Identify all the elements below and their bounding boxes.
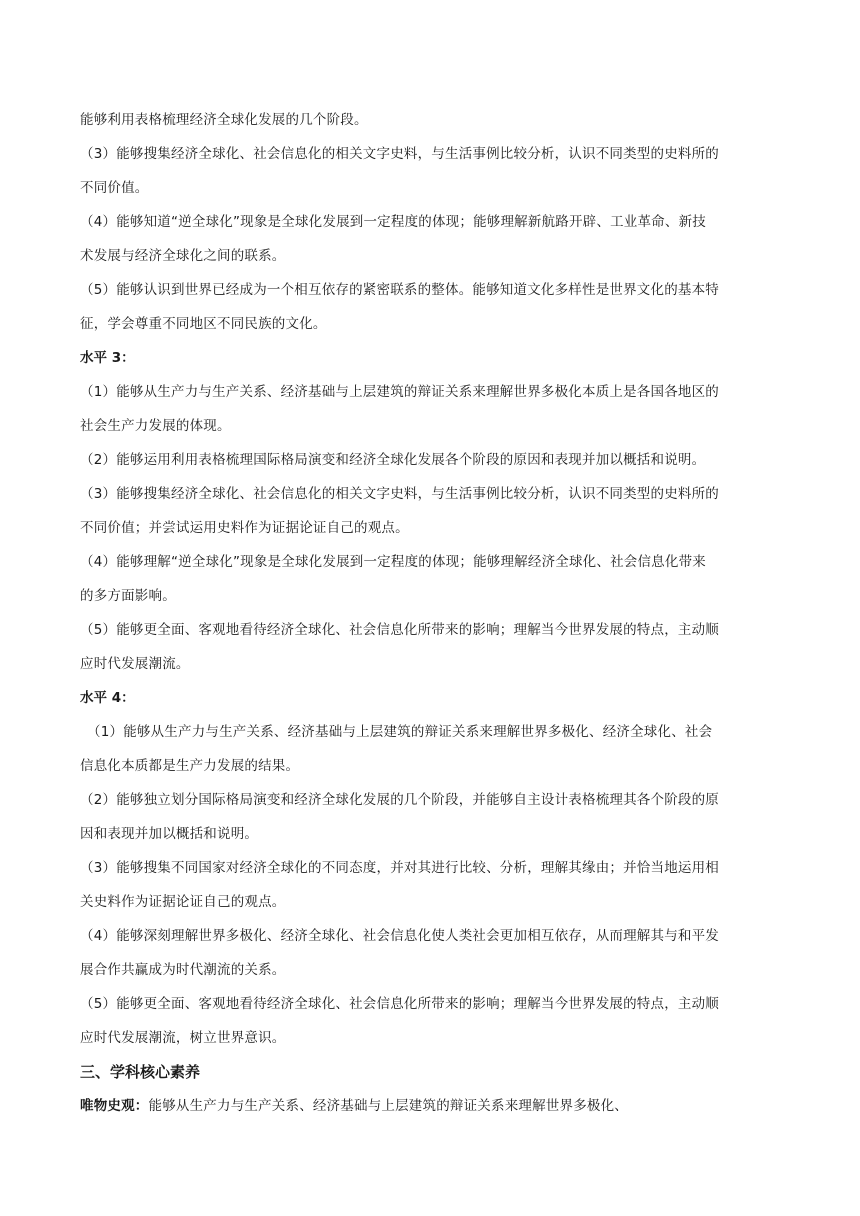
- paragraph-line: （5）能够更全面、客观地看待经济全球化、社会信息化所带来的影响；理解当今世界发展的特点，主动顺: [80, 622, 719, 638]
- paragraph-line: （1）能够从生产力与生产关系、经济基础与上层建筑的辩证关系来理解世界多极化、经济全球化、社会: [87, 724, 713, 740]
- document-body: [80, 109, 780, 1129]
- paragraph-line: 不同价值。: [80, 180, 149, 196]
- paragraph-line: 应时代发展潮流，树立世界意识。: [80, 1030, 286, 1046]
- paragraph-line: 展合作共赢成为时代潮流的关系。: [80, 962, 286, 978]
- paragraph-line: 不同价值；并尝试运用史料作为证据论证自己的观点。: [80, 520, 409, 536]
- level-3-heading: 水平 3：: [80, 350, 135, 366]
- paragraph-line: （4）能够理解“逆全球化”现象是全球化发展到一定程度的体现；能够理解经济全球化、社会信息化带来: [80, 554, 706, 570]
- paragraph-line: （4）能够知道“逆全球化”现象是全球化发展到一定程度的体现；能够理解新航路开辟、工业革命、新技: [80, 214, 706, 230]
- level-4-heading: 水平 4：: [80, 690, 135, 706]
- paragraph-line: 关史料作为证据论证自己的观点。: [80, 894, 286, 910]
- paragraph-line: （5）能够认识到世界已经成为一个相互依存的紧密联系的整体。能够知道文化多样性是世界文化的基本特: [80, 282, 719, 298]
- paragraph-line: （2）能够运用利用表格梳理国际格局演变和经济全球化发展各个阶段的原因和表现并加以概括和说明。: [80, 452, 706, 468]
- section-heading: 三、学科核心素养: [80, 1063, 201, 1081]
- paragraph-line: （3）能够搜集经济全球化、社会信息化的相关文字史料，与生活事例比较分析，认识不同类型的史料所的: [80, 486, 719, 502]
- paragraph-line: （5）能够更全面、客观地看待经济全球化、社会信息化所带来的影响；理解当今世界发展的特点，主动顺: [80, 996, 719, 1012]
- paragraph-line: 信息化本质都是生产力发展的结果。: [80, 758, 300, 774]
- paragraph-line: 能够利用表格梳理经济全球化发展的几个阶段。: [80, 112, 368, 128]
- term-text: 能够从生产力与生产关系、经济基础与上层建筑的辩证关系来理解世界多极化、: [148, 1098, 628, 1114]
- paragraph-line: 的多方面影响。: [80, 588, 176, 604]
- paragraph-line: 术发展与经济全球化之间的联系。: [80, 248, 286, 264]
- paragraph-line: （3）能够搜集不同国家对经济全球化的不同态度，并对其进行比较、分析，理解其缘由；并恰当地运用相: [80, 860, 719, 876]
- paragraph-line: （4）能够深刻理解世界多极化、经济全球化、社会信息化使人类社会更加相互依存，从而理解其与和平发: [80, 928, 719, 944]
- paragraph-line: 征，学会尊重不同地区不同民族的文化。: [80, 316, 327, 332]
- paragraph-line: （1）能够从生产力与生产关系、经济基础与上层建筑的辩证关系来理解世界多极化本质上是各国各地区的: [80, 384, 719, 400]
- paragraph-line: 应时代发展潮流。: [80, 656, 190, 672]
- paragraph-line: （2）能够独立划分国际格局演变和经济全球化发展的几个阶段，并能够自主设计表格梳理其各个阶段的原: [80, 792, 719, 808]
- paragraph-line: （3）能够搜集经济全球化、社会信息化的相关文字史料，与生活事例比较分析，认识不同类型的史料所的: [80, 146, 719, 162]
- paragraph-line: 社会生产力发展的体现。: [80, 418, 231, 434]
- paragraph-line: 因和表现并加以概括和说明。: [80, 826, 259, 842]
- paragraph-line: [80, 1095, 780, 1118]
- term-label: 唯物史观：: [80, 1098, 149, 1114]
